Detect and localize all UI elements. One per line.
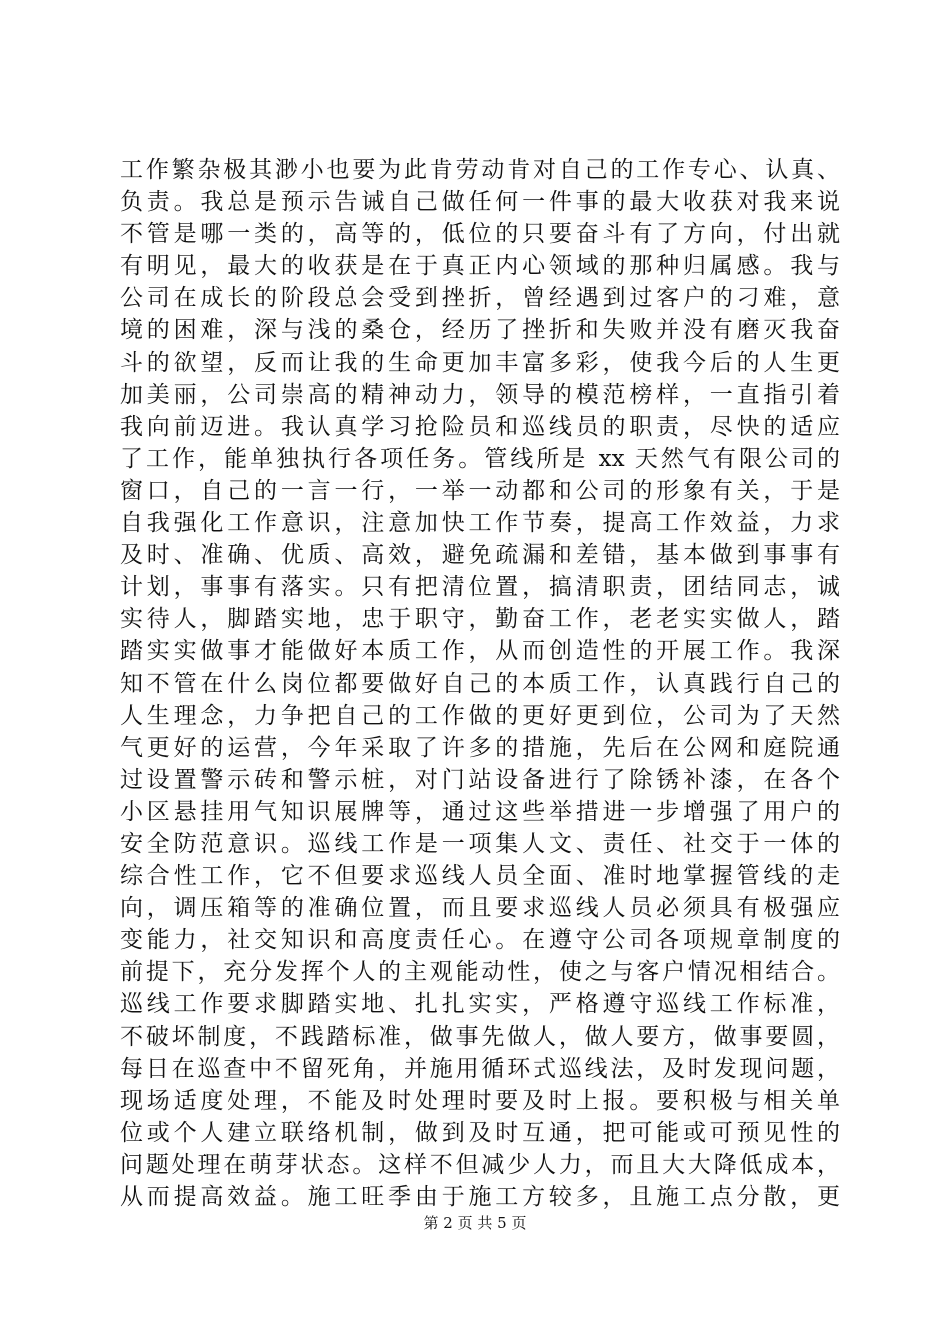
text-line: 人生理念，力争把自己的工作做的更好更到位，公司为了天然 <box>120 702 840 729</box>
text-line: 踏实实做事才能做好本质工作，从而创造性的开展工作。我深 <box>120 638 840 665</box>
text-line: 位或个人建立联络机制，做到及时互通，把可能或可预见性的 <box>120 1119 840 1146</box>
text-line: 不管是哪一类的，高等的，低位的只要奋斗有了方向，付出就 <box>120 221 840 248</box>
text-line: 前提下，充分发挥个人的主观能动性，使之与客户情况相结合。 <box>120 959 840 986</box>
text-line: 不破坏制度，不践踏标准，做事先做人，做人要方，做事要圆， <box>120 1023 840 1050</box>
text-line: 公司在成长的阶段总会受到挫折，曾经遇到过客户的刁难，意 <box>120 285 840 312</box>
text-line: 计划，事事有落实。只有把清位置，搞清职责，团结同志，诚 <box>120 574 840 601</box>
text-line: 工作繁杂极其渺小也要为此肯劳动肯对自己的工作专心、认真、 <box>120 157 840 183</box>
text-line: 气更好的运营，今年采取了许多的措施，先后在公网和庭院通 <box>120 734 840 761</box>
text-line: 自我强化工作意识，注意加快工作节奏，提高工作效益，力求 <box>120 510 840 537</box>
text-line: 综合性工作，它不但要求巡线人员全面、准时地掌握管线的走 <box>120 863 840 890</box>
text-line: 问题处理在萌芽状态。这样不但减少人力，而且大大降低成本， <box>120 1151 840 1178</box>
text-line: 我向前迈进。我认真学习抢险员和巡线员的职责，尽快的适应 <box>120 413 840 440</box>
text-line: 斗的欲望，反而让我的生命更加丰富多彩，使我今后的人生更 <box>120 349 840 376</box>
text-line: 安全防范意识。巡线工作是一项集人文、责任、社交于一体的 <box>120 830 840 857</box>
text-line: 了工作，能单独执行各项任务。管线所是 xx 天然气有限公司的 <box>120 445 840 472</box>
text-line: 现场适度处理，不能及时处理时要及时上报。要积极与相关单 <box>120 1087 840 1114</box>
text-line: 境的困难，深与浅的桑仓，经历了挫折和失败并没有磨灭我奋 <box>120 317 840 344</box>
text-line: 负责。我总是预示告诫自己做任何一件事的最大收获对我来说 <box>120 189 840 216</box>
text-line: 从而提高效益。施工旺季由于施工方较多，且施工点分散，更 <box>120 1184 840 1210</box>
text-line: 及时、准确、优质、高效，避免疏漏和差错，基本做到事事有 <box>120 542 840 569</box>
text-line: 向，调压箱等的准确位置，而且要求巡线人员必须具有极强应 <box>120 895 840 922</box>
text-line: 实待人，脚踏实地，忠于职守，勤奋工作，老老实实做人，踏 <box>120 606 840 633</box>
text-line: 知不管在什么岗位都要做好自己的本质工作，认真践行自己的 <box>120 670 840 697</box>
text-line: 加美丽，公司崇高的精神动力，领导的模范榜样，一直指引着 <box>120 381 840 408</box>
text-line: 每日在巡查中不留死角，并施用循环式巡线法，及时发现问题， <box>120 1055 840 1082</box>
text-line: 过设置警示砖和警示桩，对门站设备进行了除锈补漆，在各个 <box>120 766 840 793</box>
body-paragraph <box>120 154 840 1213</box>
text-line: 小区悬挂用气知识展牌等，通过这些举措进一步增强了用户的 <box>120 798 840 825</box>
text-line: 有明见，最大的收获是在于真正内心领域的那种归属感。我与 <box>120 253 840 280</box>
page-number-footer: 第 2 页 共 5 页 <box>423 1214 527 1232</box>
text-line: 变能力，社交知识和高度责任心。在遵守公司各项规章制度的 <box>120 927 840 954</box>
text-line: 窗口，自己的一言一行，一举一动都和公司的形象有关，于是 <box>120 477 840 504</box>
text-line: 巡线工作要求脚踏实地、扎扎实实，严格遵守巡线工作标准， <box>120 991 840 1018</box>
